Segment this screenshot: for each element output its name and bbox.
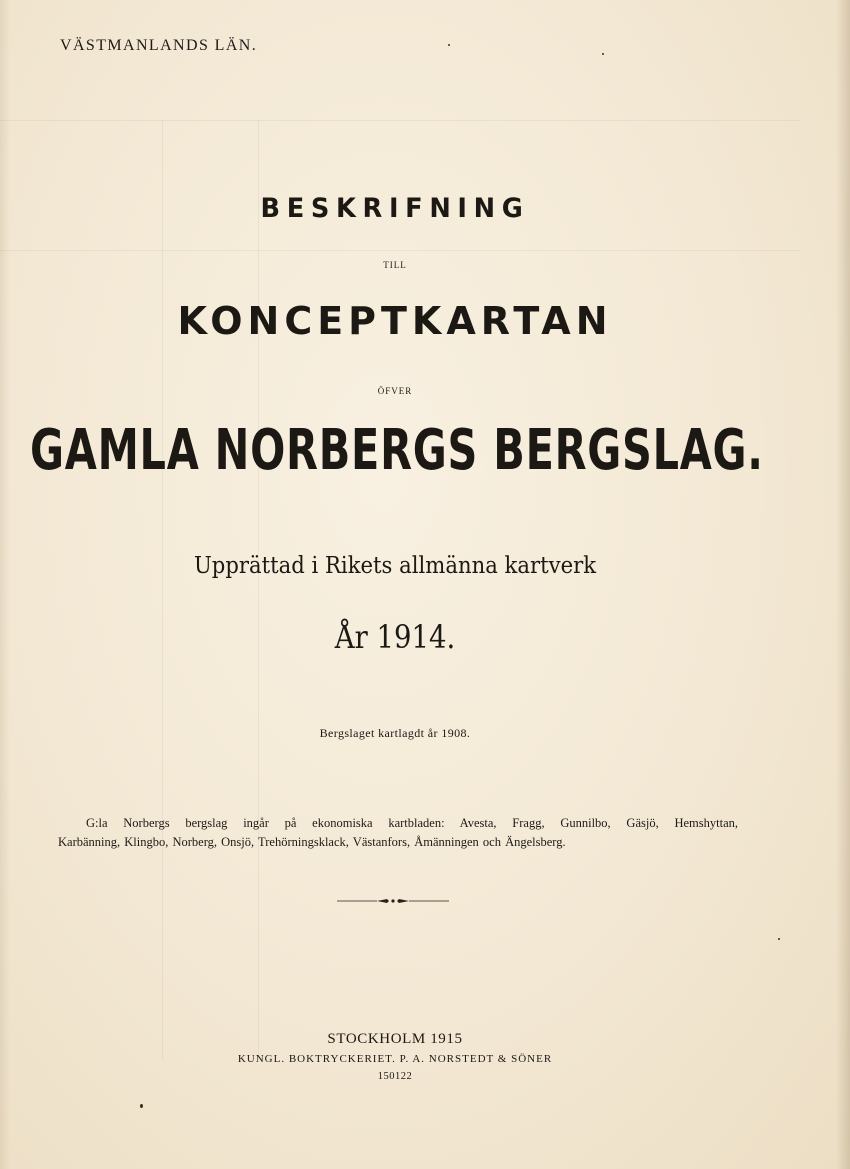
connector-ofver: ÖFVER: [377, 386, 413, 396]
page-right-edge-shading: [836, 0, 850, 1169]
show-through-rule: [0, 250, 800, 251]
map-sheets-note: [58, 814, 738, 852]
year-heading: År 1914.: [334, 618, 456, 656]
ink-speck: [448, 44, 450, 46]
imprint-place-year: STOCKHOLM 1915: [327, 1031, 463, 1047]
ink-speck: [778, 938, 780, 940]
page-left-edge-shading: [0, 0, 10, 1169]
county-heading: VÄSTMANLANDS LÄN.: [60, 37, 258, 54]
map-sheets-note-line-1: G:la Norbergs bergslag ingår på ekonomiska kartbladen: Avesta, Fragg, Gunnilbo, Gäsjö, Hemshyttan,: [86, 816, 738, 830]
imprint-printer: KUNGL. BOKTRYCKERIET. P. A. NORSTEDT & SÖNER: [237, 1053, 553, 1065]
title-gamla-norbergs-bergslag: GAMLA NORBERGS BERGSLAG.: [30, 418, 764, 483]
connector-till: TILL: [383, 260, 407, 270]
ink-speck: [140, 1104, 143, 1108]
show-through-rule: [0, 120, 800, 121]
title-beskrifning: BESKRIFNING: [260, 193, 530, 224]
imprint-number: 150122: [377, 1071, 413, 1082]
mapped-note: Bergslaget kartlagdt år 1908.: [319, 726, 471, 740]
divider-ornament-icon: [337, 896, 449, 906]
map-sheets-note-line-2: Karbänning, Klingbo, Norberg, Onsjö, Trehörningsklack, Västanfors, Åmänningen och Ängelsberg.: [58, 835, 566, 849]
ink-speck: [602, 53, 604, 55]
subtitle: Upprättad i Rikets allmänna kartverk: [193, 553, 597, 579]
title-konceptkartan: KONCEPTKARTAN: [177, 299, 613, 343]
